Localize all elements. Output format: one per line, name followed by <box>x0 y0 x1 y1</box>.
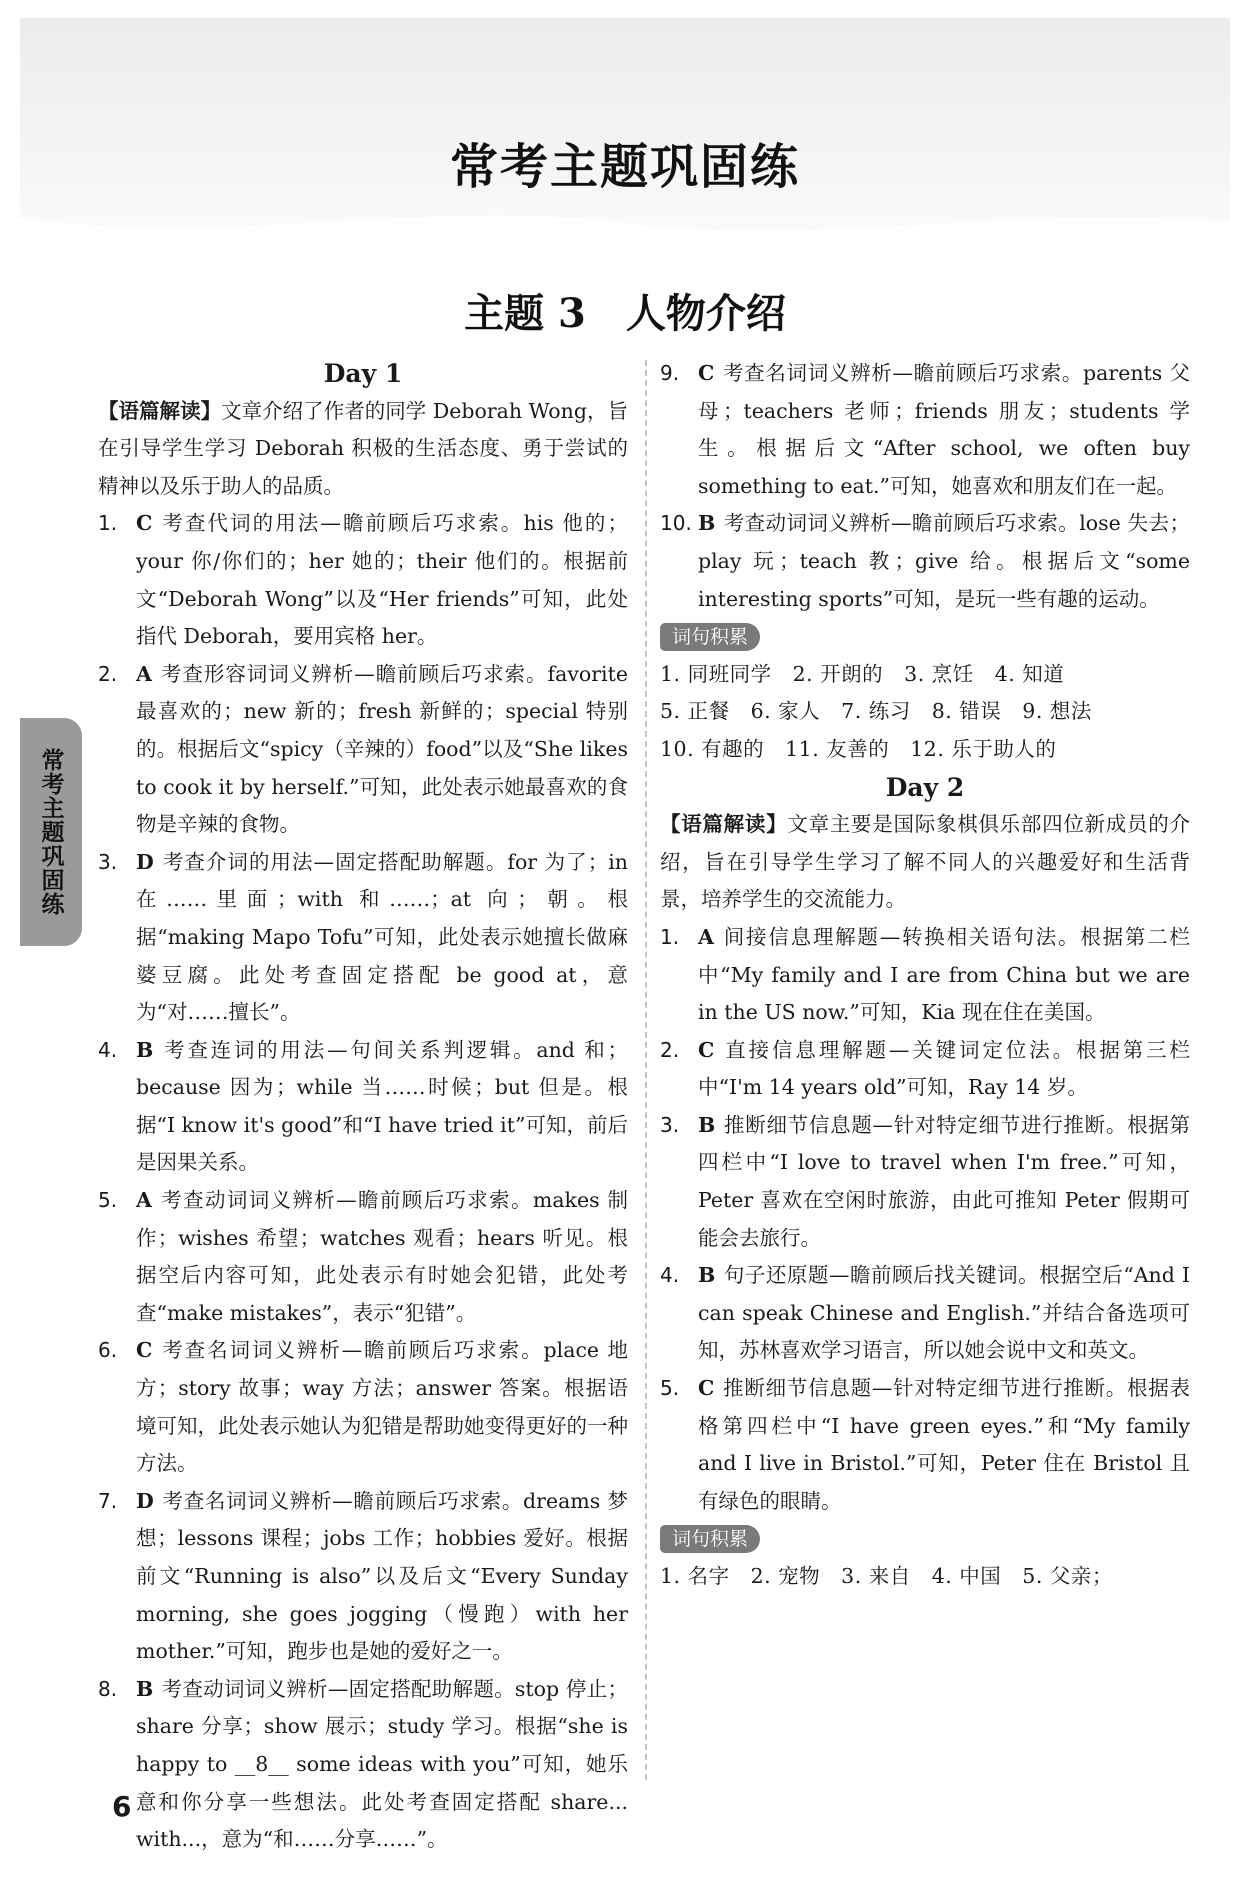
item-text: 直接信息理解题—关键词定位法。根据第三栏中“I'm 14 years old”可知，Ray 14 岁。 <box>698 1037 1190 1100</box>
item-answer: B <box>698 511 716 536</box>
item-answer: B <box>698 1263 716 1288</box>
side-tab-label: 常考主题巩固练 <box>37 748 64 916</box>
item-text: 考查动词词义辨析—瞻前顾后巧求索。makes 制作；wishes 希望；watches 观看；hears 听见。根据空后内容可知，此处表示有时她会犯错，此处考查“make mistakes”，表示“犯错”。 <box>136 1188 628 1325</box>
item-answer: C <box>698 361 715 385</box>
day1-vocab-row: 10. 有趣的 11. 友善的 12. 乐于助人的 <box>660 736 1057 761</box>
item-text: 考查形容词词义辨析—瞻前顾后巧求索。favorite 最喜欢的；new 新的；fresh 新鲜的；special 特别的。根据后文“spicy（辛辣的）food”以及“She likes to cook it by herself.”可知，此处表示她最喜欢的食物是辛辣的食物。 <box>136 661 628 837</box>
item-text: 考查名词词义辨析—瞻前顾后巧求索。parents 父母；teachers 老师；friends 朋友；students 学生。根据后文“After school, we often buy something to eat.”可知，她喜欢和朋友们在一起。 <box>698 361 1190 498</box>
day1-item-1 <box>98 505 628 655</box>
item-answer: B <box>136 1037 154 1062</box>
item-number: 1. <box>98 511 118 536</box>
item-text: 考查名词词义辨析—瞻前顾后巧求索。dreams 梦想；lessons 课程；jobs 工作；hobbies 爱好。根据前文“Running is also”以及后文“Every Sunday morning, she goes jogging（慢跑）with her mother.”可知，跑步也是她的爱好之一。 <box>136 1488 628 1664</box>
item-number: 3. <box>98 849 118 874</box>
item-text: 考查代词的用法—瞻前顾后巧求索。his 他的；your 你/你们的；her 她的；their 他们的。根据前文“Deborah Wong”以及“Her friends”可知，此处指代 Deborah，要用宾格 her。 <box>136 511 628 649</box>
item-number: 2. <box>98 661 118 686</box>
day2-vocab-badge-wrap <box>660 1520 1190 1558</box>
item-text: 推断细节信息题—针对特定细节进行推断。根据表格第四栏中“I have green eyes.”和“My family and I live in Bristol.”可知，Peter 住在 Bristol 且有绿色的眼睛。 <box>698 1376 1190 1513</box>
day2-item-1 <box>660 919 1190 1032</box>
day2-intro-tag: 【语篇解读】 <box>660 812 788 837</box>
day2-item-5 <box>660 1370 1190 1520</box>
day1-intro <box>98 393 628 506</box>
right-column <box>660 355 1190 1596</box>
banner-title: 常考主题巩固练 <box>449 139 800 195</box>
day2-intro <box>660 806 1190 919</box>
day1-item-10 <box>660 505 1190 618</box>
day1-intro-tag: 【语篇解读】 <box>98 398 222 423</box>
day1-heading: Day 1 <box>323 359 403 388</box>
item-number: 5. <box>98 1188 118 1213</box>
day1-vocab-badge-wrap <box>660 618 1190 656</box>
item-answer: A <box>136 661 152 686</box>
day1-item-5 <box>98 1182 628 1332</box>
item-text: 句子还原题—瞻前顾后找关键词。根据空后“And I can speak Chinese and English.”并结合备选项可知，苏林喜欢学习语言，所以她会说中文和英文。 <box>698 1263 1190 1363</box>
item-answer: A <box>136 1188 152 1213</box>
day2-item-3 <box>660 1107 1190 1257</box>
day1-item-7 <box>98 1483 628 1671</box>
day1-item-4 <box>98 1032 628 1182</box>
side-tab <box>20 718 82 946</box>
day1-vocab-badge: 词句积累 <box>660 623 760 651</box>
item-answer: C <box>136 1338 153 1363</box>
item-answer: D <box>136 1488 154 1513</box>
item-text: 考查介词的用法—固定搭配助解题。for 为了；in 在……里面；with 和……；at 向；朝。根据“making Mapo Tofu”可知，此处表示她擅长做麻婆豆腐。此处考查固定搭配 be good at，意为“对……擅长”。 <box>136 849 628 1025</box>
day2-item-4 <box>660 1257 1190 1370</box>
item-text: 推断细节信息题—针对特定细节进行推断。根据第四栏中“I love to travel when I'm free.”可知，Peter 喜欢在空闲时旅游，由此可推知 Peter 假期可能会去旅行。 <box>698 1112 1190 1250</box>
item-number: 4. <box>98 1037 118 1062</box>
day2-vocab-badge: 词句积累 <box>660 1525 760 1553</box>
item-answer: C <box>136 511 153 536</box>
day1-intro-text: 文章介绍了作者的同学 Deborah Wong，旨在引导学生学习 Deborah 积极的生活态度、勇于尝试的精神以及乐于助人的品质。 <box>98 398 628 498</box>
day1-item-8 <box>98 1671 628 1859</box>
header-wave-decoration <box>20 198 1230 258</box>
item-answer: A <box>698 924 714 949</box>
item-text: 间接信息理解题—转换相关语句法。根据第二栏中“My family and I are from China but we are in the US now.”可知，Kia 现在住在美国。 <box>698 924 1190 1025</box>
column-divider <box>645 360 647 1780</box>
item-answer: B <box>698 1112 716 1137</box>
item-number: 9. <box>660 361 680 385</box>
item-number: 6. <box>98 1338 118 1363</box>
day2-intro-text: 文章主要是国际象棋俱乐部四位新成员的介绍，旨在引导学生学习了解不同人的兴趣爱好和生活背景，培养学生的交流能力。 <box>660 812 1190 912</box>
day2-vocab-row: 1. 名字 2. 宠物 3. 来自 4. 中国 5. 父亲； <box>660 1564 1113 1588</box>
item-number: 3. <box>660 1112 680 1137</box>
item-answer: C <box>698 1376 715 1401</box>
item-answer: B <box>136 1676 154 1701</box>
day2-item-2 <box>660 1032 1190 1107</box>
item-number: 5. <box>660 1376 680 1401</box>
item-number: 8. <box>98 1676 118 1701</box>
day1-item-6 <box>98 1332 628 1482</box>
left-column <box>98 355 628 1859</box>
item-number: 7. <box>98 1488 118 1513</box>
item-number: 2. <box>660 1037 680 1062</box>
item-answer: D <box>136 849 154 874</box>
item-answer: C <box>698 1037 715 1062</box>
item-text: 考查动词词义辨析—固定搭配助解题。stop 停止；share 分享；show 展示；study 学习。根据“she is happy to __8__ some ideas with you”可知，她乐意和你分享一些想法。此处考查固定搭配 share... with...，意为“和……分享……”。 <box>136 1676 628 1852</box>
day1-vocab-row: 5. 正餐 6. 家人 7. 练习 8. 错误 9. 想法 <box>660 699 1092 724</box>
page-number: 6 <box>112 1790 132 1823</box>
item-text: 考查动词词义辨析—瞻前顾后巧求索。lose 失去；play 玩；teach 教；give 给。根据后文“some interesting sports”可知，是玩一些有趣的运动。 <box>698 511 1190 611</box>
day1-item-3 <box>98 844 628 1032</box>
item-number: 1. <box>660 924 680 949</box>
day1-item-9 <box>660 355 1190 505</box>
item-number: 10. <box>660 511 692 536</box>
item-text: 考查名词词义辨析—瞻前顾后巧求索。place 地方；story 故事；way 方法；answer 答案。根据语境可知，此处表示她认为犯错是帮助她变得更好的一种方法。 <box>136 1338 628 1476</box>
item-number: 4. <box>660 1263 680 1288</box>
day1-vocab-row: 1. 同班同学 2. 开朗的 3. 烹饪 4. 知道 <box>660 661 1065 686</box>
day2-heading: Day 2 <box>885 772 965 802</box>
day1-item-2 <box>98 656 628 844</box>
item-text: 考查连词的用法—句间关系判逻辑。and 和；because 因为；while 当……时候；but 但是。根据“I know it's good”和“I have tried it”可知，前后是因果关系。 <box>136 1037 628 1175</box>
topic-title: 主题 3 人物介绍 <box>464 290 786 337</box>
